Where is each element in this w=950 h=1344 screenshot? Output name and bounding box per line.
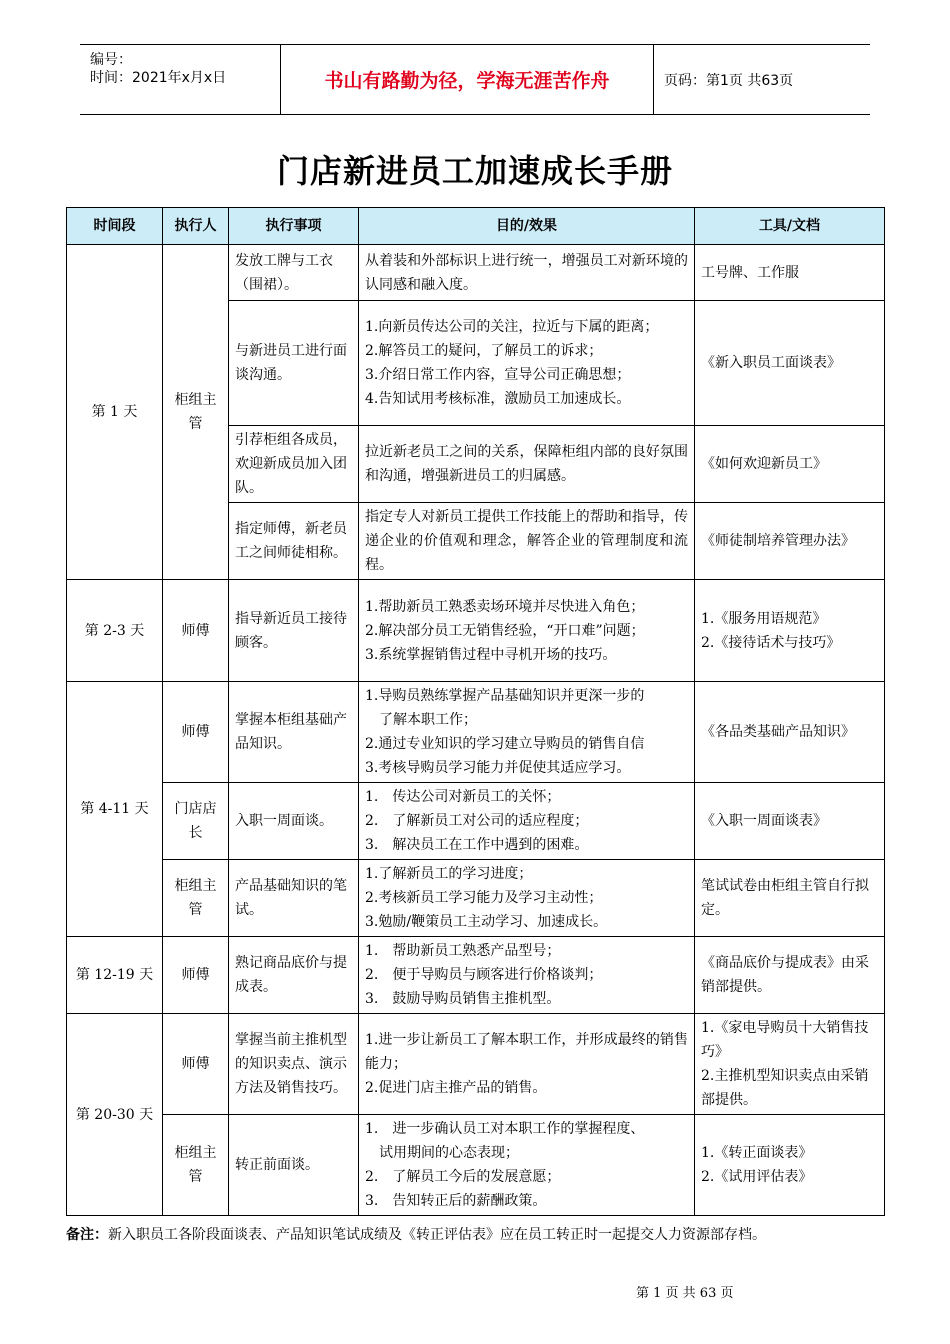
table-row [67,783,885,860]
tool-line: 《商品底价与提成表》由采销部提供。 [701,955,869,995]
header-purpose: 目的/效果 [359,208,695,245]
task-cell: 转正前面谈。 [229,1115,359,1216]
task-cell: 入职一周面谈。 [229,783,359,860]
onboarding-table [66,207,885,1216]
purpose-line: 1. 进一步确认员工对本职工作的掌握程度、 [365,1121,645,1137]
purpose-line: 从着装和外部标识上进行统一，增强员工对新环境的认同感和融入度。 [365,252,688,293]
number-label: 编号： [90,52,132,68]
tool-cell [695,682,885,783]
tool-line: 《如何欢迎新员工》 [701,456,827,472]
purpose-line: 了解本职工作； [379,712,477,728]
tool-cell [695,1115,885,1216]
purpose-line: 3.勉励/鞭策员工主动学习、加速成长。 [365,914,608,930]
purpose-line: 3. 鼓励导购员销售主推机型。 [365,991,561,1007]
purpose-cell [359,426,695,503]
executor-cell: 柜组主管 [163,245,229,580]
tool-line: 工号牌、工作服 [701,264,799,281]
table-row [67,682,885,783]
table-row [67,580,885,682]
tool-cell [695,860,885,937]
purpose-line: 3. 告知转正后的薪酬政策。 [365,1193,547,1209]
remark [66,1224,766,1244]
purpose-cell [359,1014,695,1115]
page-footer: 第 1 页 共 63 页 [636,1286,734,1301]
table-row [67,1014,885,1115]
purpose-cell [359,301,695,426]
document-header [80,44,870,115]
header-meta [80,45,281,114]
purpose-line: 2.解答员工的疑问，了解员工的诉求； [365,343,603,359]
header-tool: 工具/文档 [695,208,885,245]
purpose-cell [359,580,695,682]
table-row [67,1115,885,1216]
tool-line: 2.《接待话术与技巧》 [701,634,841,651]
purpose-line: 1.导购员熟练掌握产品基础知识并更深一步的 [365,688,645,704]
tool-line: 笔试试卷由柜组主管自行拟定。 [701,878,869,918]
purpose-line: 3.考核导购员学习能力并促使其适应学习。 [365,760,631,776]
task-cell: 掌握当前主推机型的知识卖点、演示方法及销售技巧。 [229,1014,359,1115]
purpose-line: 4.告知试用考核标准，激励员工加速成长。 [365,391,631,407]
header-task: 执行事项 [229,208,359,245]
purpose-line: 2.考核新员工学习能力及学习主动性； [365,890,603,906]
tool-cell [695,1014,885,1115]
purpose-line: 3. 解决员工在工作中遇到的困难。 [365,837,589,853]
executor-cell: 柜组主管 [163,1115,229,1216]
task-cell: 掌握本柜组基础产品知识。 [229,682,359,783]
task-cell: 产品基础知识的笔试。 [229,860,359,937]
purpose-line: 2.通过专业知识的学习建立导购员的销售自信 [365,736,645,752]
tool-cell [695,426,885,503]
purpose-line: 1. 传达公司对新员工的关怀； [365,789,561,805]
purpose-line: 试用期间的心态表现； [379,1145,519,1161]
table-row [67,245,885,301]
executor-cell: 师傅 [163,682,229,783]
tool-line: 1.《服务用语规范》 [701,610,827,627]
remark-label: 备注： [66,1227,108,1243]
tool-cell [695,245,885,301]
executor-cell: 师傅 [163,1014,229,1115]
time-cell: 第 12-19 天 [67,937,163,1014]
purpose-line: 2.促进门店主推产品的销售。 [365,1080,547,1096]
executor-cell: 柜组主管 [163,860,229,937]
tool-line: 1.《家电导购员十大销售技巧》 [701,1020,869,1060]
purpose-line: 2. 了解新员工对公司的适应程度； [365,813,589,829]
purpose-line: 1.进一步让新员工了解本职工作，并形成最终的销售能力； [365,1032,688,1072]
table-row [67,937,885,1014]
tool-line: 1.《转正面谈表》 [701,1145,813,1161]
tool-line: 2.主推机型知识卖点由采销部提供。 [701,1068,869,1108]
time-cell: 第 2-3 天 [67,580,163,682]
purpose-cell [359,1115,695,1216]
time-label: 时间：2021年x月x日 [90,70,227,86]
header-page-label: 页码：第1页 共63页 [664,72,794,89]
header-time: 时间段 [67,208,163,245]
purpose-cell [359,245,695,301]
purpose-line: 1.向新员传达公司的关注，拉近与下属的距离； [365,319,659,335]
table-header-row [67,208,885,245]
executor-cell: 师傅 [163,937,229,1014]
purpose-line: 1.了解新员工的学习进度； [365,866,533,882]
purpose-line: 1. 帮助新员工熟悉产品型号； [365,943,561,959]
purpose-line: 3.系统掌握销售过程中寻机开场的技巧。 [365,646,617,663]
task-cell: 熟记商品底价与提成表。 [229,937,359,1014]
time-cell: 第 4-11 天 [67,682,163,937]
purpose-line: 2.解决部分员工无销售经验，“开口难”问题； [365,622,645,639]
purpose-cell [359,682,695,783]
purpose-line: 2. 了解员工今后的发展意愿； [365,1169,561,1185]
time-cell: 第 1 天 [67,245,163,580]
time-cell: 第 20-30 天 [67,1014,163,1216]
purpose-line: 指定专人对新员工提供工作技能上的帮助和指导，传递企业的价值观和理念，解答企业的管理制度和流程。 [365,509,688,573]
purpose-line: 1.帮助新员工熟悉卖场环境并尽快进入角色； [365,598,645,615]
purpose-cell [359,783,695,860]
tool-line: 2.《试用评估表》 [701,1169,813,1185]
task-cell: 引荐柜组各成员，欢迎新成员加入团队。 [229,426,359,503]
header-motto: 书山有路勤为径，学海无涯苦作舟 [281,45,654,114]
purpose-cell [359,503,695,580]
tool-line: 《师徒制培养管理办法》 [701,533,855,549]
task-cell: 与新进员工进行面谈沟通。 [229,301,359,426]
purpose-line: 拉近新老员工之间的关系，保障柜组内部的良好氛围和沟通，增强新进员工的归属感。 [365,444,688,484]
tool-cell [695,937,885,1014]
page-title: 门店新进员工加速成长手册 [276,152,673,190]
purpose-line: 2. 便于导购员与顾客进行价格谈判； [365,967,603,983]
executor-cell: 师傅 [163,580,229,682]
tool-line: 《各品类基础产品知识》 [701,724,855,740]
remark-text: 新入职员工各阶段面谈表、产品知识笔试成绩及《转正评估表》应在员工转正时一起提交人力资源部存档。 [108,1227,766,1243]
tool-cell [695,301,885,426]
purpose-line: 3.介绍日常工作内容，宣导公司正确思想； [365,367,631,383]
task-cell: 指定师傅，新老员工之间师徒相称。 [229,503,359,580]
tool-cell [695,580,885,682]
purpose-cell [359,860,695,937]
table-row [67,860,885,937]
purpose-cell [359,937,695,1014]
tool-cell [695,503,885,580]
tool-line: 《入职一周面谈表》 [701,813,827,829]
header-executor: 执行人 [163,208,229,245]
tool-line: 《新入职员工面谈表》 [701,355,841,371]
executor-cell: 门店店长 [163,783,229,860]
task-cell: 指导新近员工接待顾客。 [229,580,359,682]
tool-cell [695,783,885,860]
task-cell: 发放工牌与工衣（围裙）。 [229,245,359,301]
